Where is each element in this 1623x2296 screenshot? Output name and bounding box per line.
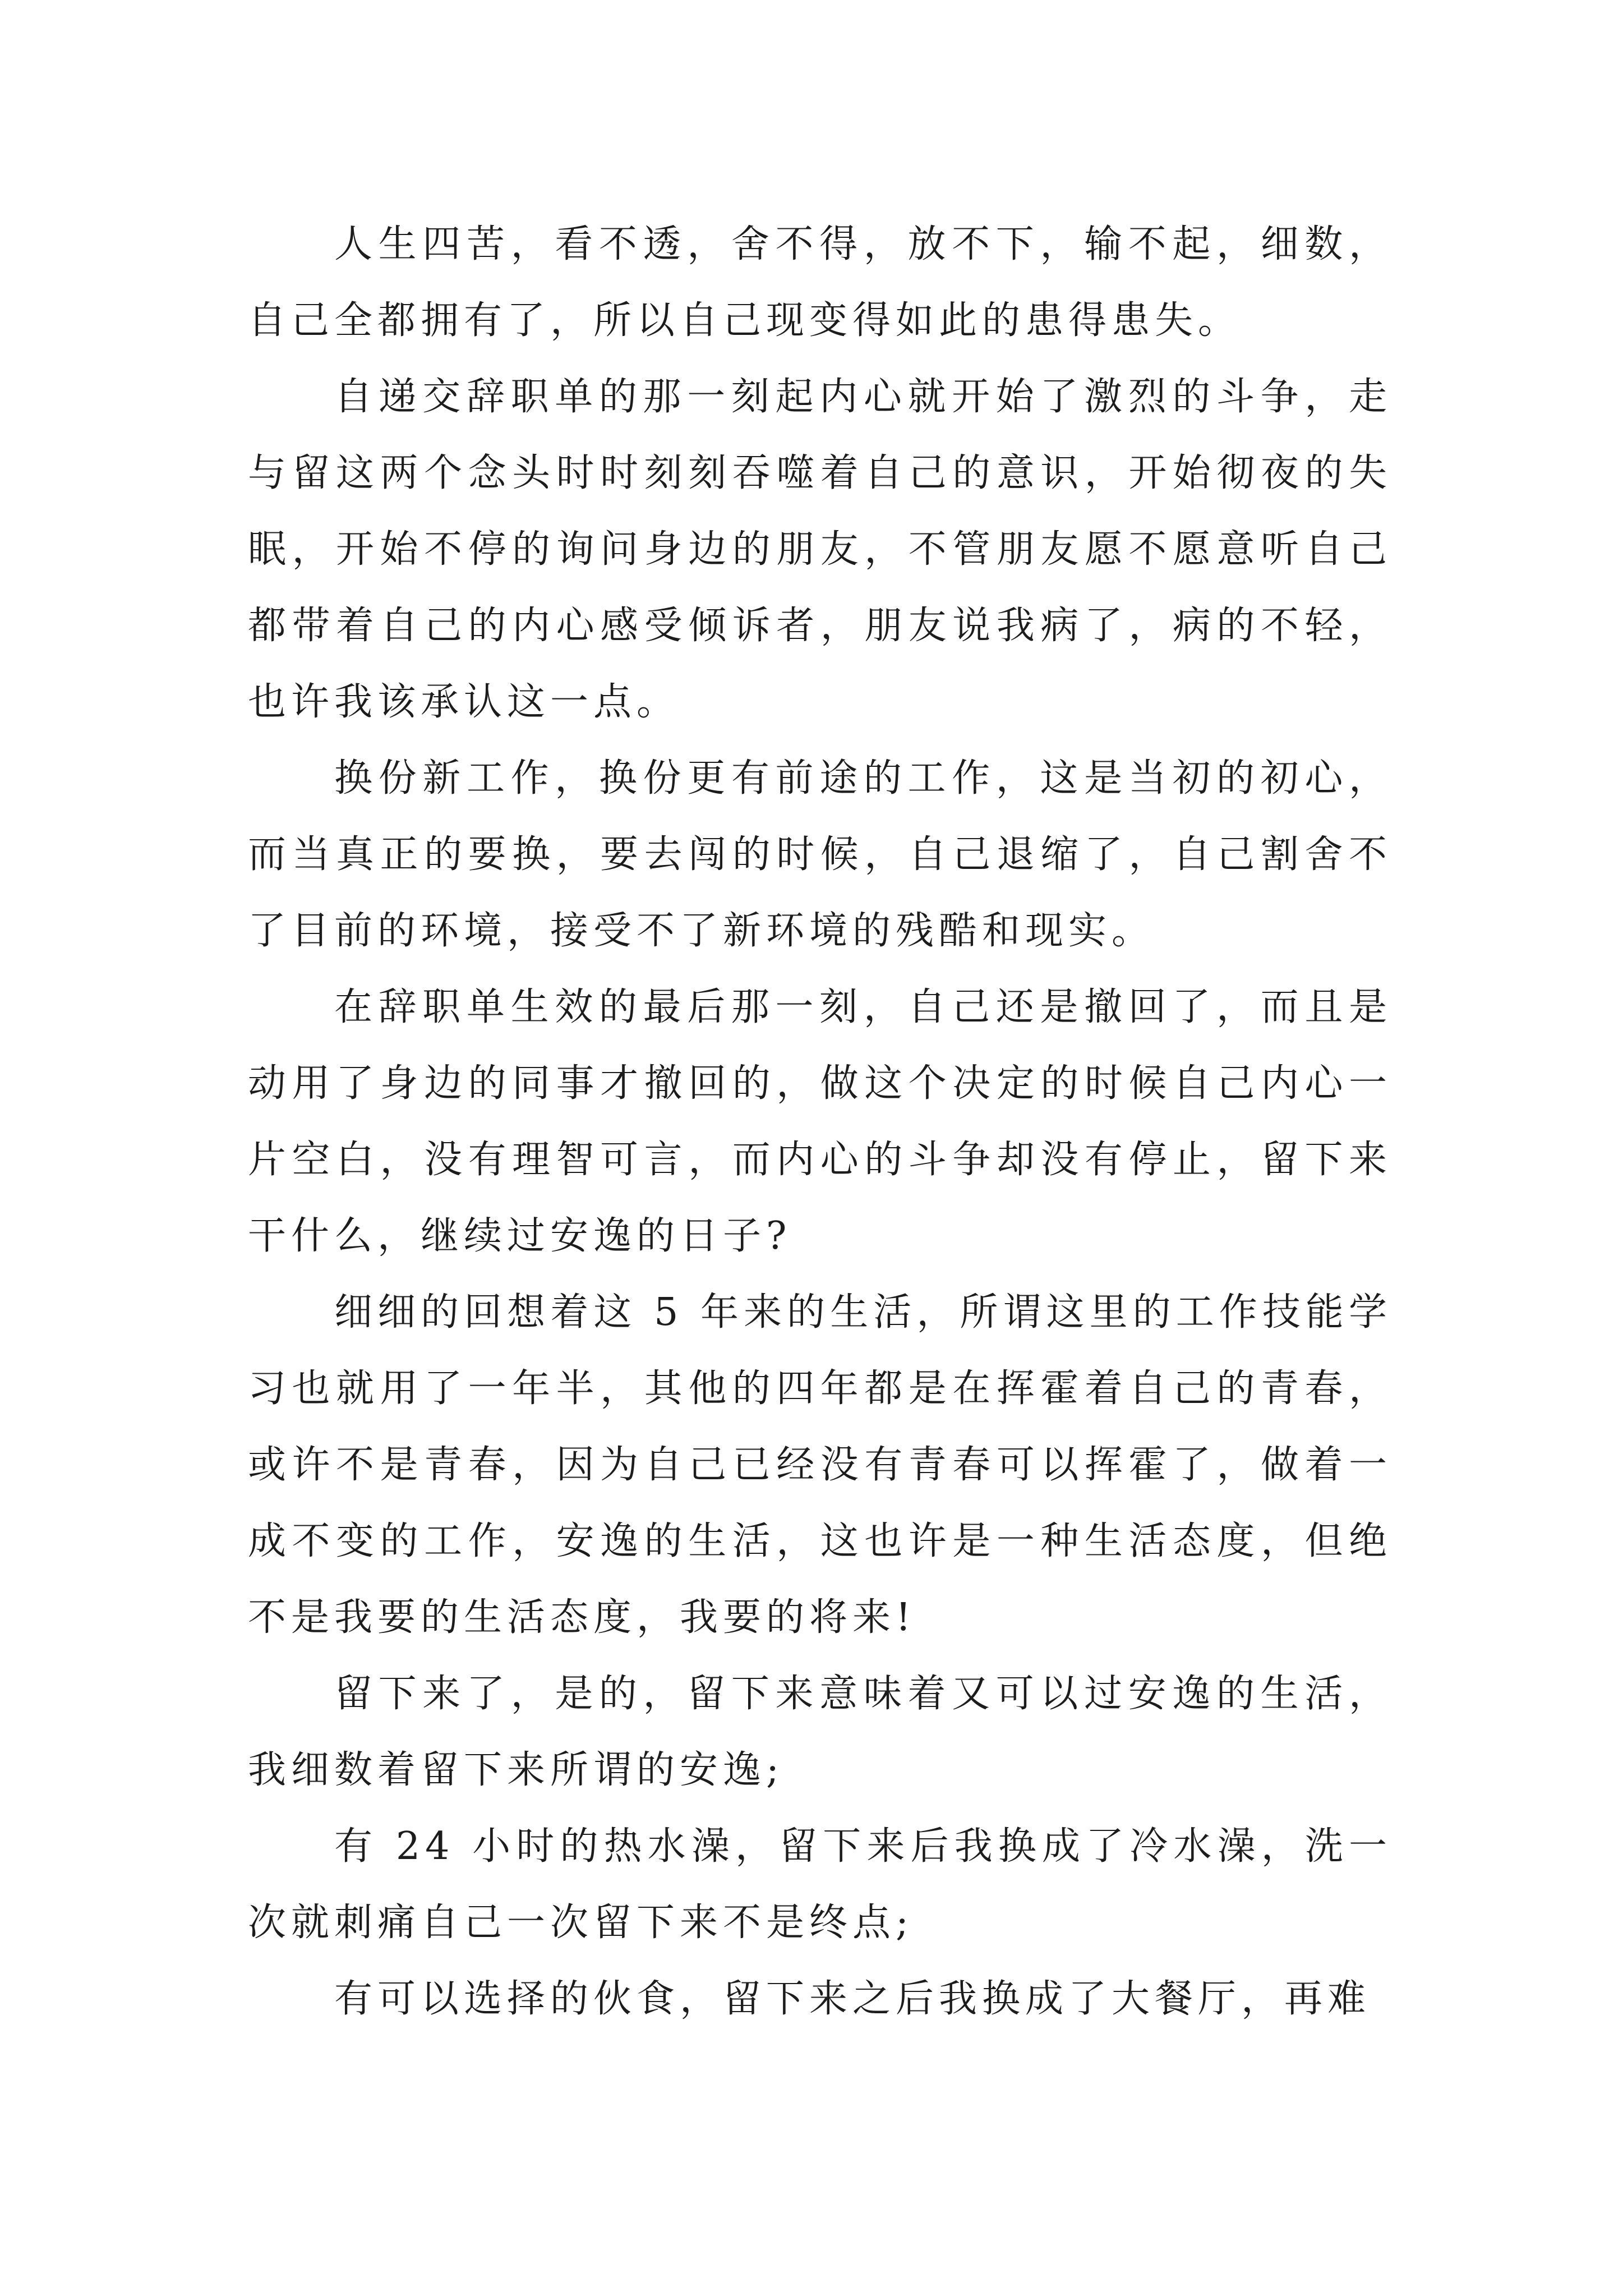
paragraph-8: 有可以选择的伙食，留下来之后我换成了大餐厅，再难: [334, 1977, 1371, 2021]
document-body: [248, 206, 1392, 2037]
paragraph-1: 人生四苦，看不透，舍不得，放不下，输不起，细数，自己全都拥有了，所以自己现变得如此的患得患失。: [248, 222, 1392, 343]
paragraph-6: 留下来了，是的，留下来意味着又可以过安逸的生活，我细数着留下来所谓的安逸;: [248, 1672, 1392, 1792]
paragraph-3: 换份新工作，换份更有前途的工作，这是当初的初心，而当真正的要换，要去闯的时候，自己退缩了，自己割舍不了目前的环境，接受不了新环境的残酷和现实。: [248, 756, 1392, 953]
paragraph-4: 在辞职单生效的最后那一刻，自己还是撤回了，而且是动用了身边的同事才撤回的，做这个决定的时候自己内心一片空白，没有理智可言，而内心的斗争却没有停止，留下来干什么，继续过安逸的日子?: [248, 985, 1392, 1258]
paragraph-5: 细细的回想着这 5 年来的生活，所谓这里的工作技能学习也就用了一年半，其他的四年都是在挥霍着自己的青春，或许不是青春，因为自己已经没有青春可以挥霍了，做着一成不变的工作，安逸的生活，这也许是一种生活态度，但绝不是我要的生活态度，我要的将来!: [248, 1290, 1392, 1640]
paragraph-2: 自递交辞职单的那一刻起内心就开始了激烈的斗争，走与留这两个念头时时刻刻吞噬着自己的意识，开始彻夜的失眠，开始不停的询问身边的朋友，不管朋友愿不愿意听自己都带着自己的内心感受倾诉者，朋友说我病了，病的不轻，也许我该承认这一点。: [248, 375, 1392, 724]
paragraph-7: 有 24 小时的热水澡，留下来后我换成了冷水澡，洗一次就刺痛自己一次留下来不是终点;: [248, 1824, 1392, 1945]
